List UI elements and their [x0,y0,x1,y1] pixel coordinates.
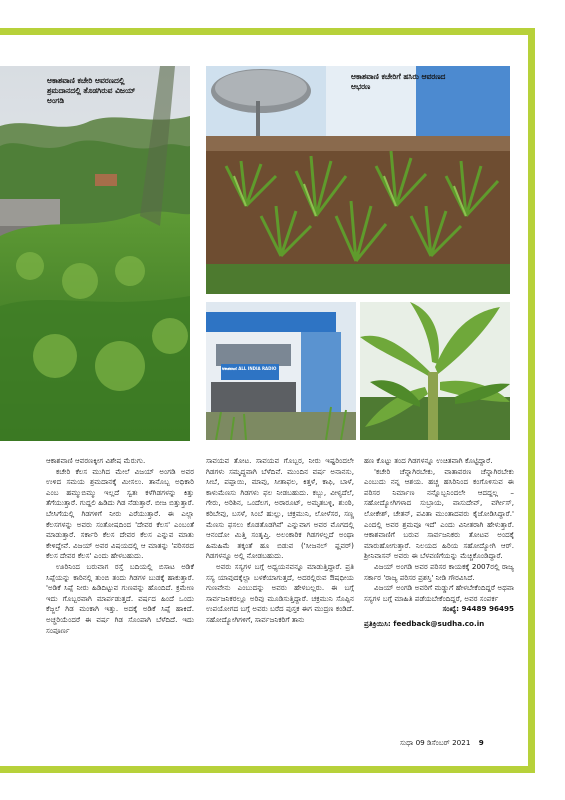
photo-pineapple-garden [206,66,510,294]
article-paragraph: ಕಚೇರಿ ಕೆಲಸ ಮುಗಿದ ಮೇಲೆ ವಿಜಯ್ ಅಂಗಡಿ ಅವರ ಉಳಿದ ಸಮಯ ಶ್ರಮದಾನಕ್ಕೆ ಮೀಸಲು. ತಾನೊಬ್ಬ ಅಧಿಕಾರಿ ಎಂಬ ಹಮ್ಮುಬಿಮ್ಮು ಇಲ್ಲದೆ ಸ್ವತಃ ಕಳೆಗಿಡಗಳನ್ನು ಕಿತ್ತು ತೆಗೆಯುತ್ತಾರೆ. ಗುದ್ದಲಿ ಹಿಡಿದು ಗಿಡ ನೆಡುತ್ತಾರೆ. ಬೀಜ ಬಿತ್ತುತ್ತಾರೆ. ಬೇಸಿಗೆಯಲ್ಲಿ ಗಿಡಗಳಿಗೆ ನೀರು ಎರೆಯುತ್ತಾರೆ. ಈ ಎಲ್ಲಾ ಕೆಲಸಗಳನ್ನು ಅವರು ಸಂತೋಷದಿಂದ 'ದೇವರ ಕೆಲಸ' ಎಂಬಂತೆ ಮಾಡುತ್ತಾರೆ. ಸರ್ಕಾರಿ ಕೆಲಸ ದೇವರ ಕೆಲಸ ಎನ್ನುವ ಮಾತು ಕೇಳಿದ್ದೇವೆ. ವಿಜಯ್ ಅವರ ವಿಷಯದಲ್ಲಿ ಆ ಮಾತನ್ನು 'ಪರಿಸರದ ಕೆಲಸ ದೇವರ ಕೆಲಸ' ಎಂದು ಹೇಳಬಹುದು. [46,466,194,561]
feedback-email: ಪ್ರತಿಕ್ರಿಯಿಸಿ: feedback@sudha.co.in [364,618,485,628]
article-paragraph: ವಿಜಯ್ ಅಂಗಡಿ ಅವರಿಗೆ ಮಡ್ಡುಗೆ ಹೇಳಬೇಕೆಂದಿದ್ದರೆ ಅಥವಾ ಸಸ್ಯಗಳ ಬಗ್ಗೆ ಮಾಹಿತಿ ಪಡೆಯಬೇಕೆಂದಿದ್ದರೆ, ಅವರ ಸಂಪರ್ಕ [364,583,514,603]
article-paragraph: ಸಾವಯವ ತೋಟ. ಸಾವಯವ ಗೊಬ್ಬರ, ನೀರು ಇಷ್ಟರಿಂದಲೇ ಗಿಡಗಳು ಸಮೃದ್ಧವಾಗಿ ಬೆಳೆದಿವೆ. ಮುಂದಿನ ವರ್ಷ ಅನಾನಸು, ಸೀಬೆ, ಪಪ್ಪಾಯಿ, ಮಾವು, ಸೀತಾಫಲ, ಕಿತ್ತಳೆ, ಕಾಫಿ, ಬಾಳೆ, ಕಾಳುಮೆಣಸು ಗಿಡಗಳು ಫಲ ನೀಡಬಹುದು. ಕಬ್ಬು, ವೀಳ್ಯದೆಲೆ, ಗೇರು, ಅರಿಶಿನ, ಒಂದೆಲಗ, ಅರಾರೂಟ್, ಅಮೃತಬಳ್ಳಿ, ಶುಂಠಿ, ಕರಿಬೇವು, ಬಸಳೆ, ಸಿಂಬೆ ಹುಲ್ಲು, ಚಕ್ರಮುನಿ, ಲೋಳೆಸರ, ಸಣ್ಣ ಮೆಣಸು ಫಸಲು ಕೊಡತೊಡಗಿವೆ' ಎನ್ನುವಾಗ ಅವರ ಮೊಗದಲ್ಲಿ ಆನಂದೋ ಮಿತ್ತಿ ಸಂತೃಪ್ತಿ. ಅಲಂಕಾರಿಕ ಗಿಡಗಳಲ್ಲದೆ ಅಂಥಾ ಹಿಮಹಿಮೆ ತಕ್ಕಂತೆ ಹೂ ಬಿಡುವ ('ಸೀಜನಲ್ ಫ್ಲವರ್) ಗಿಡಗಳನ್ನೂ ಅಲ್ಲಿ ನೋಡಬಹುದು. [206,456,354,561]
page-border-top [0,28,535,35]
page-border-bottom [0,766,535,773]
photo-hillside-garden [0,66,190,441]
building-sign: ಆಕಾಶವಾಣಿ ALL INDIA RADIO [222,366,277,371]
article-paragraph: ಅವರು ಸಸ್ಯಗಳ ಬಗ್ಗೆ ಅಧ್ಯಯನವನ್ನೂ ಮಾಡುತ್ತಿದ್ದಾರೆ. ಪ್ರತಿ ಸಸ್ಯ ಯಾವುದಕ್ಕೆಲ್ಲಾ ಬಳಕೆಯಾಗುತ್ತದೆ, ಅದರಲ್ಲಿರುವ ಔಷಧೀಯ ಗುಣವೇನು ಎಂಬುದನ್ನು ಅವರು ಹೇಳಬಲ್ಲರು. ಈ ಬಗ್ಗೆ ಸಾರ್ವಜನಿಕರಲ್ಲೂ ಅರಿವು ಮೂಡಿಸುತ್ತಿದ್ದಾರೆ. ಚಕ್ರಮುನಿ ಸೊಪ್ಪಿನ ಉಪಯೋಗದ ಬಗ್ಗೆ ಅವರು ಬರೆದ ಪುಸ್ತಕ ಈಗ ಮುದ್ರಣ ಕಂಡಿದೆ. ಸಹೋದ್ಯೋಗಿಗಳಿಗೆ, ಸಾರ್ವಜನಿಕರಿಗೆ ತಾನು [206,561,354,624]
photo-radio-building [206,302,356,440]
page-number: 9 [478,738,484,747]
article-paragraph: ವಿಜಯ್ ಅಂಗಡಿ ಅವರ ಪರಿಸರ ಕಾಯಕಕ್ಕೆ 2007ರಲ್ಲಿ ರಾಜ್ಯ ಸರ್ಕಾರ 'ರಾಜ್ಯ ಪರಿಸರ ಪ್ರಶಸ್ತಿ' ನೀಡಿ ಗೌರವಿಸಿದೆ. [364,561,514,582]
caption-photo-pineapple: ಆಕಾಶವಾಣಿ ಕಚೇರಿಗೆ ಹಸಿರು ಆವರಣದ ಆಭರಣ [351,72,446,91]
article-paragraph: 'ಕಚೇರಿ ಚೆನ್ನಾಗಿರಬೇಕು, ವಾತಾವರಣ ಚೆನ್ನಾಗಿರಬೇಕು ಎಂಬುದು ನನ್ನ ಆಶಯ. ಹಚ್ಚ ಹಸಿರಿನಿಂದ ಕಂಗೊಳಿಸುವ ಈ ಪರಿಸರ ನಿರ್ಮಾಣ ನನ್ನೊಬ್ಬನಿಂದಲೇ ಆದದ್ದಲ್ಲ – ಸಹೋದ್ಯೋಗಿಗಳಾದ ಸುಬ್ರಾಯ, ವಾಸುದೇವ್, ವರ್ಗೀಸ್, ಲೋಕೇಶ್, ಚೇತನ್, ಪವಿತಾ ಮುಂತಾದವರು ಕೈಜೋಡಿಸಿದ್ದಾರೆ.' ಎಂದಲ್ಲಿ ಅವರ ಶ್ರಮವೂ ಇದೆ' ಎಂದು ವಿನೀತರಾಗಿ ಹೇಳುತ್ತಾರೆ. ಆಕಾಶವಾಣಿಗೆ ಬರುವ ಸಾರ್ವಜನಿಕರು ತೋಟವ ಅಂದಕ್ಕೆ ಮಾರುಹೋಗುತ್ತಾರೆ. ನಿಲಯದ ಹಿರಿಯ ಸಹೋದ್ಯೋಗಿ ಆರ್. ಶ್ರೀನಿವಾಸನ್ ಅವರು ಈ ಬೆಳವಣಿಗೆಯನ್ನು ಮೆಚ್ಚಿಕೊಂಡಿದ್ದಾರೆ. [364,466,514,561]
page-border-right [528,28,535,773]
page-footer [400,738,484,748]
article-column-1 [46,456,194,636]
article-column-2 [206,456,354,626]
article-paragraph: ಆಕಾಶವಾಣಿ ಆವರಣಕ್ಕೀಗ ವಿಶೇಷ ಮೆರುಗು. [46,456,146,465]
article-paragraph: ಊರಿನಿಂದ ಬರುವಾಗ ರಸ್ತೆ ಬದಿಯಲ್ಲಿ ಬಿಸಾಟ ಅಡಿಕೆ ಸಿಪ್ಪೆಯನ್ನು ಕಾರಿನಲ್ಲಿ ತುಂಬಿ ತಂದು ಗಿಡಗಳ ಬುಡಕ್ಕೆ ಹಾಕುತ್ತಾರೆ. 'ಅಡಿಕೆ ಸಿಪ್ಪೆ ನೀರು ಹಿಡಿದಿಟ್ಟುವ ಗುಣವನ್ನು ಹೊಂದಿದೆ. ಕ್ರಮೇಣ ಇದು ಗೊಬ್ಬರವಾಗಿ ಮಾರ್ಪಡುತ್ತದೆ. ವರ್ಷದ ಹಿಂದೆ ಒಂದು ಕೆಜ್ಜಲೆ ಗಿಡ ಮಂಕಾಗಿ ಇತ್ತು. ಅದಕ್ಕೆ ಅಡಿಕೆ ಸಿಪ್ಪೆ ಹಾಕಿದೆ. ಅಚ್ಚರಿಯೆಂದರೆ ಈ ವರ್ಷ ಗಿಡ ಸೊಂಪಾಗಿ ಬೆಳೆದಿದೆ. ಇದು ಸಂಪೂರ್ಣ [46,561,194,635]
issue-date: ಸುಧಾ 09 ಡಿಸೆಂಬರ್ 2021 [400,738,471,747]
article-column-3 [364,456,514,630]
article-paragraph: ಹಣ ಕೊಟ್ಟು ತಂದ ಗಿಡಗಳನ್ನೂ ಉಚಿತವಾಗಿ ಕೊಟ್ಟಿದ್ದಾರೆ. [364,456,493,465]
photo-banana-plant [360,302,510,440]
caption-photo-hillside: ಆಕಾಶವಾಣಿ ಕಚೇರಿ ಆವರಣದಲ್ಲಿ ಶ್ರಮದಾನದಲ್ಲಿ ತೊಡಗಿರುವ ವಿಜಯ್ ಅಂಗಡಿ [47,76,136,105]
contact-phone: ಸಂಖ್ಯೆ: 94489 96495 [442,604,514,614]
